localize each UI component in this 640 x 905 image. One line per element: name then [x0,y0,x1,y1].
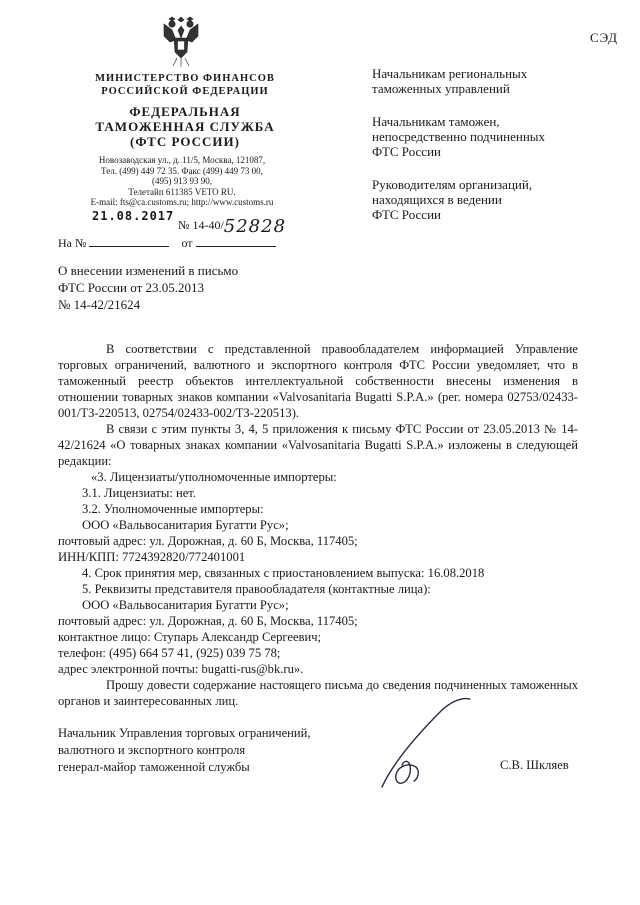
recipient-regional [372,66,545,96]
ot-blank [196,246,276,247]
subject-line-2: ФТС России от 23.05.2013 [58,280,205,295]
phone-line: (495) 913 93 90, [152,176,212,186]
phone-fax-line: Тел. (499) 449 72 35. Факс (499) 449 73 00, [101,165,263,176]
body-list-line: почтовый адрес: ул. Дорожная, д. 60 Б, Москва, 117405; [58,534,358,548]
recipient-line: ФТС России [372,207,441,222]
service-name [60,104,310,149]
handwritten-signature [372,695,482,795]
body-list-line: адрес электронной почты: bugatti-rus@bk.ru». [58,662,304,676]
body-list-line: «3. Лицензиаты/уполномоченные импортеры: [91,470,337,484]
document-system-mark: СЭД [590,30,619,45]
body-list-line: контактное лицо: Ступарь Александр Сергеевич; [58,630,322,644]
ministry-line-2: РОССИЙСКОЙ ФЕДЕРАЦИИ [101,86,269,97]
address-line: Новозаводская ул., д. 11/5, Москва, 121087, [98,155,266,165]
recipient-line: Начальникам региональных [372,66,528,81]
body-list-line: 3.1. Лицензиаты: нет. [82,486,197,500]
body-list-line: 3.2. Уполномоченные импортеры: [82,502,264,516]
body-paragraph-3: Прошу довести содержание настоящего письма до сведения подчиненных таможенных органов и заинтересованных лиц. [58,678,578,708]
recipient-line: ФТС России [372,144,441,159]
reply-reference-line [58,236,276,251]
ministry-name [60,72,310,98]
signer-position-line: Начальник Управления торговых ограничений, [58,726,311,740]
service-line-3: (ФТС РОССИИ) [130,134,240,149]
body-list-line: 5. Реквизиты представителя правообладателя (контактные лица): [82,582,431,596]
outgoing-date [92,208,174,224]
subject-line-3: № 14-42/21624 [58,297,141,312]
body-list-line: ООО «Вальвосанитария Бугатти Рус»; [82,518,289,532]
recipient-line: таможенных управлений [372,81,510,96]
body-paragraph-2: В связи с этим пункты 3, 4, 5 приложения к письму ФТС России от 23.05.2013 № 14-42/21624 «О товарных знаках компании «Valvosanitaria Bugatti S.P.A.» изложены в следующей редакции: [58,422,578,468]
date-stamp: 21.08.2017 [92,209,175,223]
body-paragraph-1: В соответствии с представленной правообладателем информацией Управление торговых ограничений, валютного и экспортного контроля ФТС России уведомляет, что в таможенный реестр объектов интеллектуальной собственности внесены изменения в отношении товарных знаков компании «Valvosanitaria Bugatti S.P.A.» (рег. номера 02753/02433-001/ТЗ-220513, 02754/02433-002/ТЗ-220513). [58,342,578,420]
recipient-customs [372,114,545,159]
recipient-line: Начальникам таможен, [372,114,500,129]
recipient-line: Руководителям организаций, [372,177,533,192]
ministry-line-1: МИНИСТЕРСТВО ФИНАНСОВ [95,73,275,84]
number-handwritten: 52828 [223,216,287,237]
recipient-line: находящихся в ведении [372,192,502,207]
service-line-2: ТАМОЖЕННАЯ СЛУЖБА [95,119,275,134]
letter-subject [58,262,238,313]
recipient-organizations [372,177,545,222]
double-headed-eagle-emblem-icon [158,16,204,68]
subject-line-1: О внесении изменений в письмо [58,263,239,278]
body-list-line: ООО «Вальвосанитария Бугатти Рус»; [82,598,289,612]
body-list-line: 4. Срок принятия мер, связанных с приостановлением выпуска: 16.08.2018 [82,566,485,580]
service-line-1: ФЕДЕРАЛЬНАЯ [129,104,241,119]
recipients-block [372,66,545,240]
signer-position-line: генерал-майор таможенной службы [58,760,250,774]
outgoing-number [178,213,287,237]
body-list-line: телефон: (495) 664 57 41, (925) 039 75 78; [58,646,281,660]
sender-address-block [52,155,312,208]
teletype-line: Телетайп 611385 VETO RU. [128,186,236,197]
recipient-line: непосредственно подчиненных [372,129,546,144]
na-blank [89,246,169,247]
email-web-line: E-mail: fts@ca.customs.ru; http://www.customs.ru [90,197,274,207]
body-list-line: ИНН/КПП: 7724392820/772401001 [58,550,246,564]
number-prefix: № 14-40/ [178,218,224,232]
letter-body [58,341,578,709]
body-list-line: почтовый адрес: ул. Дорожная, д. 60 Б, Москва, 117405; [58,614,358,628]
na-label: На № [58,236,87,250]
signer-position-line: валютного и экспортного контроля [58,743,246,757]
signer-position [58,725,311,776]
ot-label: от [181,236,193,250]
signer-name: С.В. Шкляев [500,758,569,772]
